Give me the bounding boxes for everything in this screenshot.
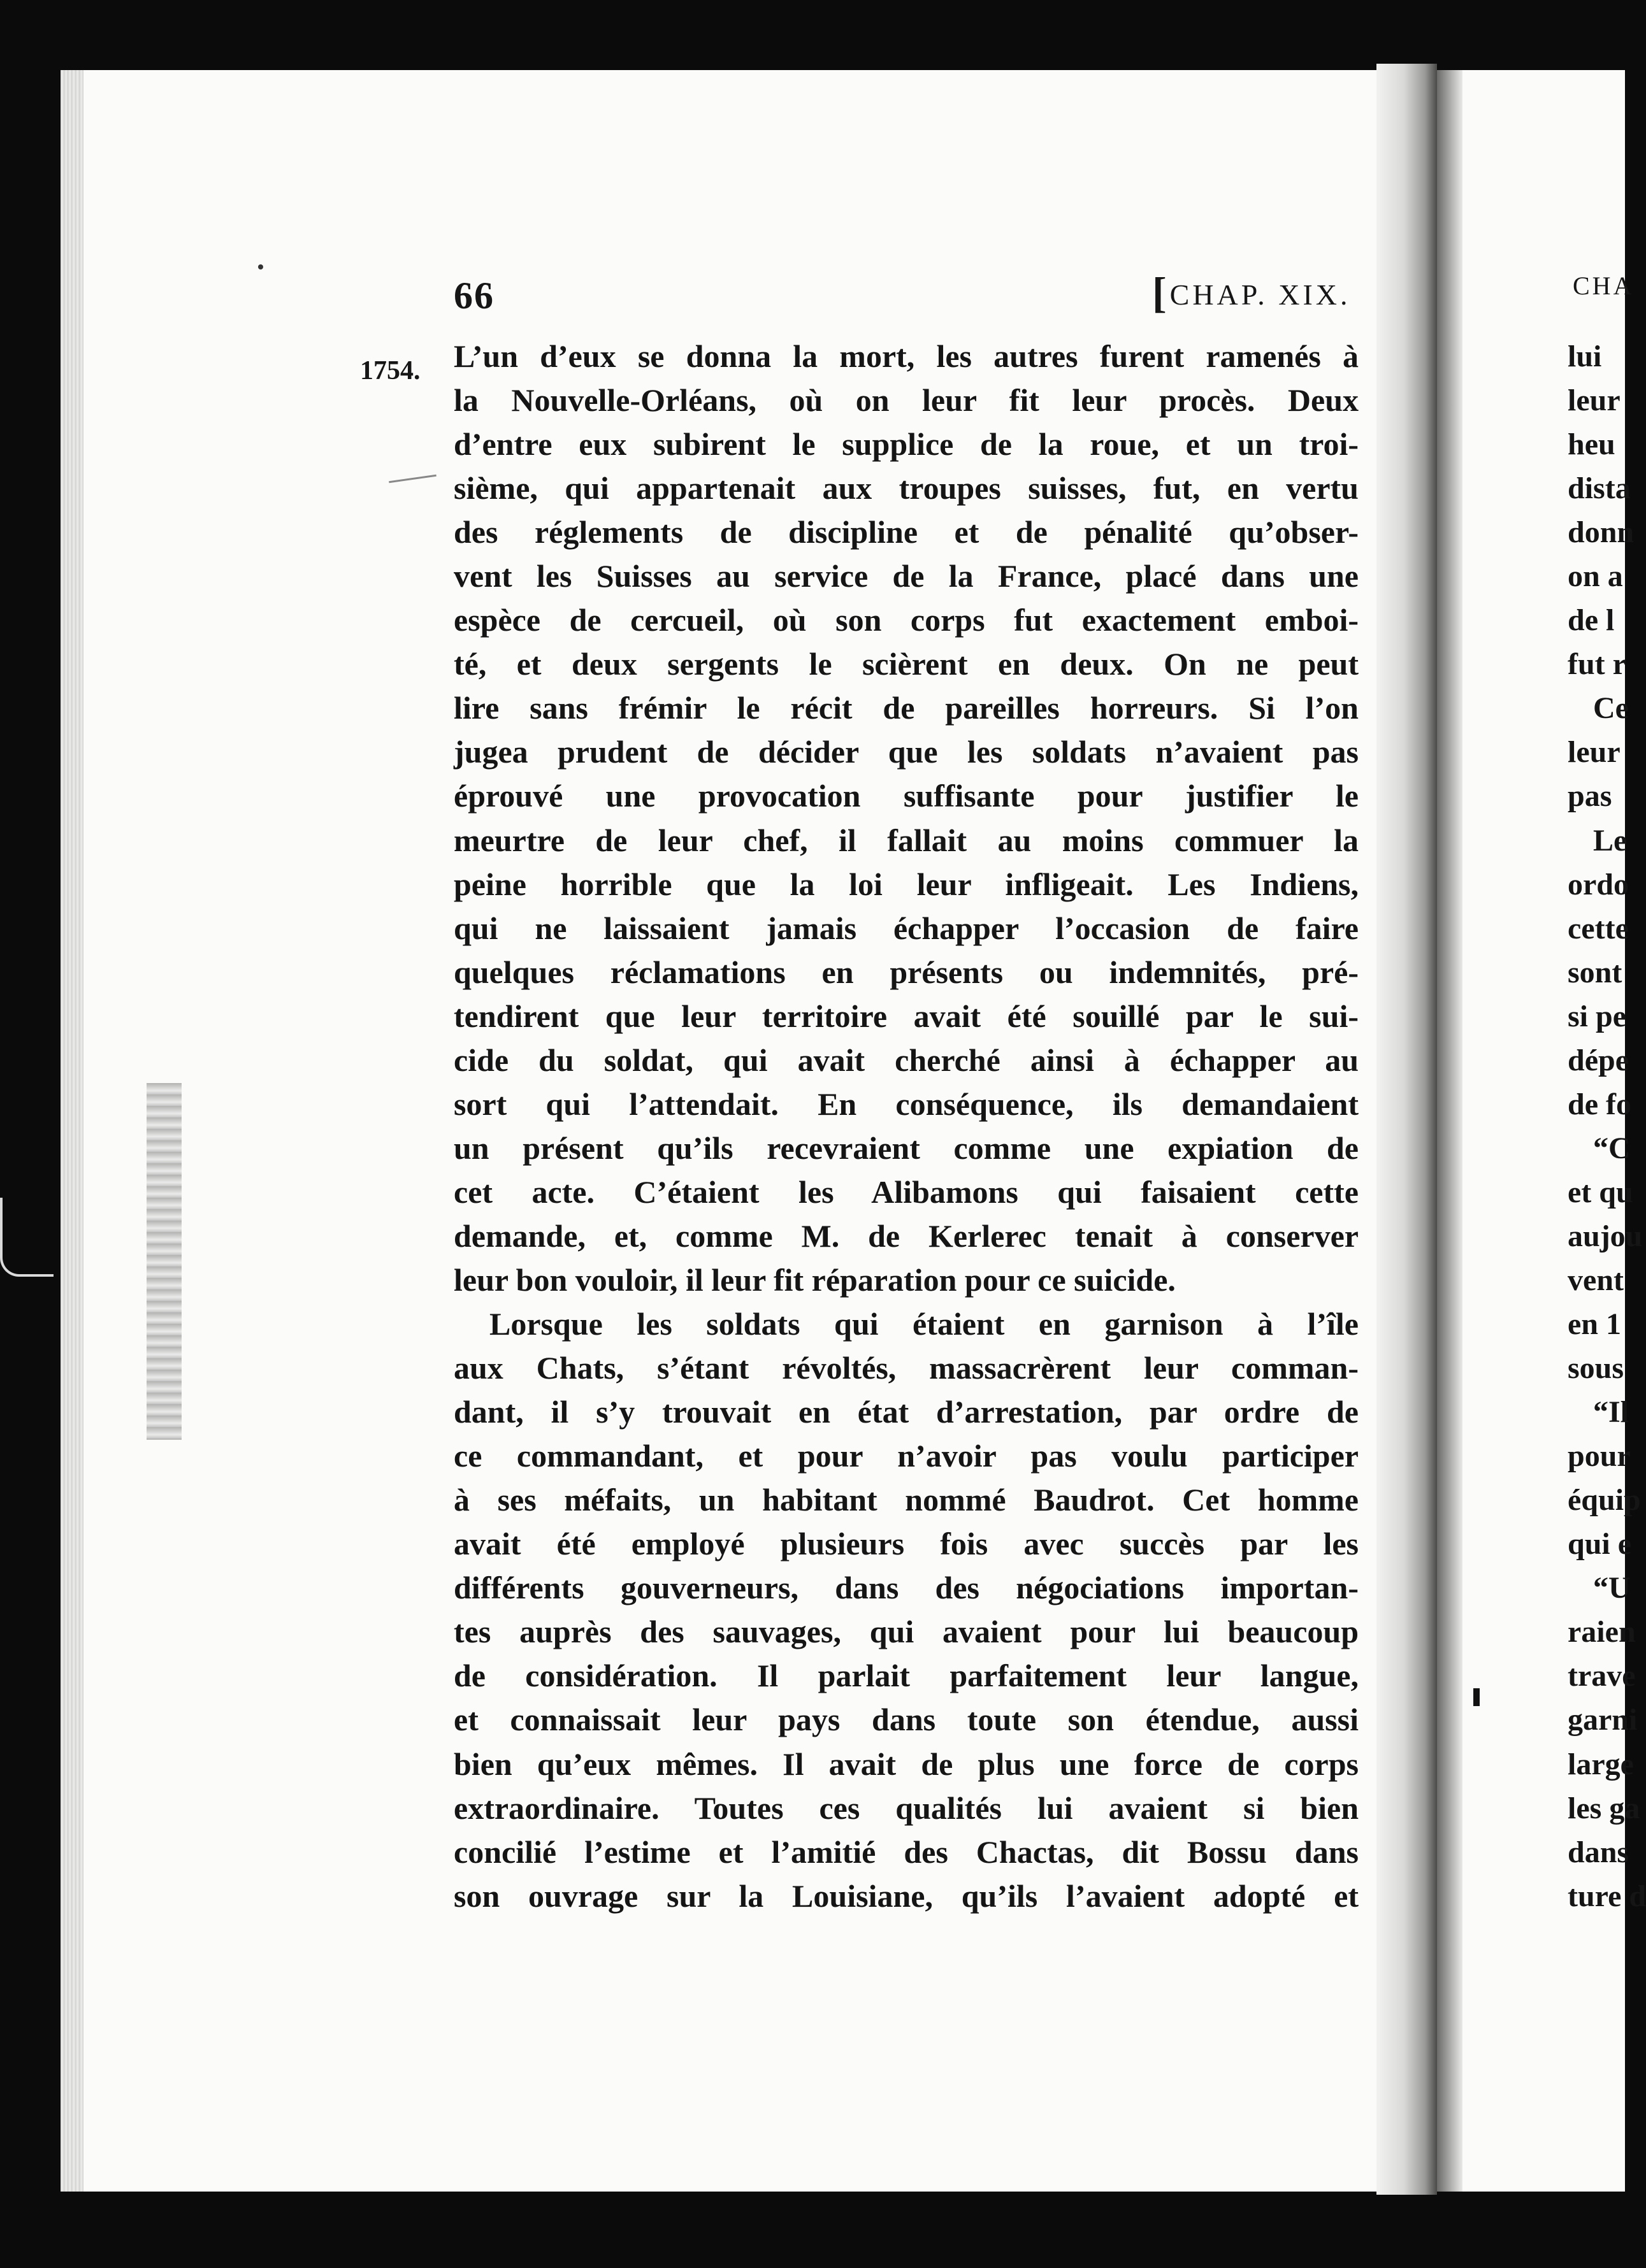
- page-edge-stack: [61, 70, 83, 2192]
- text-line: concilié l’estime et l’amitié des Chactas, dit Bossu dans: [454, 1834, 1359, 1870]
- right-text-line: lui: [1568, 340, 1602, 373]
- text-line: demande, et, comme M. de Kerlerec tenait à conserver: [454, 1217, 1359, 1254]
- running-head-bracket: [: [1152, 268, 1170, 317]
- right-text-line: “Il: [1593, 1395, 1629, 1430]
- text-line: à ses méfaits, un habitant nommé Baudrot. Cet homme: [454, 1482, 1359, 1518]
- right-text-line: leur: [1568, 384, 1621, 418]
- text-line: avait été employé plusieurs fois avec succès par les: [454, 1526, 1359, 1562]
- body-text: [454, 334, 1359, 1918]
- right-text-line: ture d: [1568, 1879, 1646, 1913]
- page-number: 66: [454, 275, 495, 317]
- text-line: et connaissait leur pays dans toute son étendue, aussi: [454, 1702, 1359, 1738]
- text-line: L’un d’eux se donna la mort, les autres furent ramenés à: [454, 338, 1359, 374]
- right-page-running-head: CHA: [1573, 271, 1635, 300]
- right-text-line: dista: [1568, 471, 1631, 506]
- text-line: bien qu’eux mêmes. Il avait de plus une force de corps: [454, 1746, 1359, 1782]
- text-line: sième, qui appartenait aux troupes suisses, fut, en vertu: [454, 470, 1359, 506]
- right-text-line: aujou: [1568, 1219, 1643, 1253]
- text-line: des réglements de discipline et de pénalité qu’obser-: [454, 514, 1359, 550]
- text-line: dant, il s’y trouvait en état d’arrestation, par ordre de: [454, 1394, 1359, 1430]
- scan-edge-mark: [0, 1198, 54, 1277]
- text-line: qui ne laissaient jamais échapper l’occasion de faire: [454, 910, 1359, 946]
- right-text-line: ordo: [1568, 867, 1629, 901]
- text-line: jugea prudent de décider que les soldats n’avaient pas: [454, 734, 1359, 770]
- right-text-line: on a: [1568, 559, 1623, 594]
- right-text-line: pour: [1568, 1439, 1631, 1474]
- right-text-line: donn: [1568, 515, 1635, 550]
- right-text-line: en 1: [1568, 1307, 1621, 1342]
- right-text-line: “C: [1593, 1131, 1631, 1165]
- text-line: ce commandant, et pour n’avoir pas voulu participer: [454, 1438, 1359, 1474]
- right-text-line: équip: [1568, 1483, 1641, 1518]
- right-text-line: qui e: [1568, 1527, 1632, 1561]
- text-line: la Nouvelle-Orléans, où on leur fit leur procès. Deux: [454, 382, 1359, 419]
- text-line: tes auprès des sauvages, qui avaient pour lui beaucoup: [454, 1614, 1359, 1650]
- right-text-line: Ce: [1593, 691, 1629, 726]
- right-text-line: vent: [1568, 1263, 1624, 1297]
- right-text-line: leur: [1568, 735, 1621, 770]
- right-text-line: sont: [1568, 955, 1622, 989]
- right-text-line: fut r: [1568, 647, 1626, 682]
- text-line: sort qui l’attendait. En conséquence, ils demandaient: [454, 1086, 1359, 1122]
- text-line: extraordinaire. Toutes ces qualités lui avaient si bien: [454, 1790, 1359, 1826]
- running-head-text: CHAP. XIX.: [1169, 278, 1351, 311]
- text-line: peine horrible que la loi leur infligeait. Les Indiens,: [454, 866, 1359, 902]
- text-line: espèce de cercueil, où son corps fut exactement emboi-: [454, 602, 1359, 638]
- text-line: quelques réclamations en présents ou indemnités, pré-: [454, 954, 1359, 990]
- right-text-line: trave: [1568, 1659, 1636, 1693]
- right-margin-mark: [1473, 1688, 1480, 1706]
- right-text-line: dans: [1568, 1835, 1629, 1869]
- margin-scan-artifact: [147, 1083, 182, 1440]
- right-page-text: [1568, 334, 1646, 1918]
- text-line: cet acte. C’étaient les Alibamons qui faisaient cette: [454, 1173, 1359, 1210]
- book-gutter: [1376, 64, 1437, 2195]
- text-line: leur bon vouloir, il leur fit réparation pour ce suicide.: [454, 1261, 1176, 1298]
- text-line: un présent qu’ils recevraient comme une expiation de: [454, 1130, 1359, 1166]
- right-text-line: les ga: [1568, 1791, 1640, 1825]
- right-text-line: “U: [1593, 1571, 1631, 1605]
- text-line: son ouvrage sur la Louisiane, qu’ils l’avaient adopté et: [454, 1877, 1359, 1914]
- right-text-line: de l: [1568, 603, 1615, 638]
- text-line: lire sans frémir le récit de pareilles horreurs. Si l’on: [454, 690, 1359, 726]
- text-line: cide du soldat, qui avait cherché ainsi à échapper au: [454, 1042, 1359, 1078]
- right-text-line: et qu: [1568, 1175, 1633, 1209]
- right-text-line: si pe: [1568, 999, 1627, 1033]
- right-text-line: garni: [1568, 1703, 1638, 1737]
- text-line: aux Chats, s’étant révoltés, massacrèrent leur comman-: [454, 1350, 1359, 1386]
- text-line: té, et deux sergents le scièrent en deux. On ne peut: [454, 646, 1359, 682]
- text-line: éprouvé une provocation suffisante pour justifier le: [454, 778, 1359, 814]
- right-text-line: large: [1568, 1747, 1634, 1781]
- right-text-line: sous: [1568, 1351, 1624, 1386]
- text-line: de considération. Il parlait parfaitement leur langue,: [454, 1658, 1359, 1694]
- text-line: meurtre de leur chef, il fallait au moins commuer la: [454, 822, 1359, 858]
- right-text-line: dépe: [1568, 1043, 1629, 1077]
- margin-dot-mark: [258, 264, 263, 269]
- text-line: vent les Suisses au service de la France, placé dans une: [454, 558, 1359, 594]
- right-text-line: cette: [1568, 911, 1629, 945]
- paragraph-start-line: Lorsque les soldats qui étaient en garnison à l’île: [489, 1306, 1359, 1342]
- text-line: différents gouverneurs, dans des négociations importan-: [454, 1570, 1359, 1606]
- text-line: tendirent que leur territoire avait été souillé par le sui-: [454, 998, 1359, 1034]
- right-text-line: Le: [1593, 823, 1628, 858]
- running-head: [1152, 268, 1351, 318]
- marginal-year: 1754.: [360, 356, 421, 385]
- right-page-edge: [1437, 70, 1462, 2192]
- right-text-line: raien: [1568, 1615, 1636, 1649]
- right-text-line: heu: [1568, 427, 1615, 462]
- text-line: d’entre eux subirent le supplice de la roue, et un troi-: [454, 426, 1359, 463]
- right-text-line: pas: [1568, 779, 1612, 814]
- right-text-line: de fo: [1568, 1087, 1631, 1121]
